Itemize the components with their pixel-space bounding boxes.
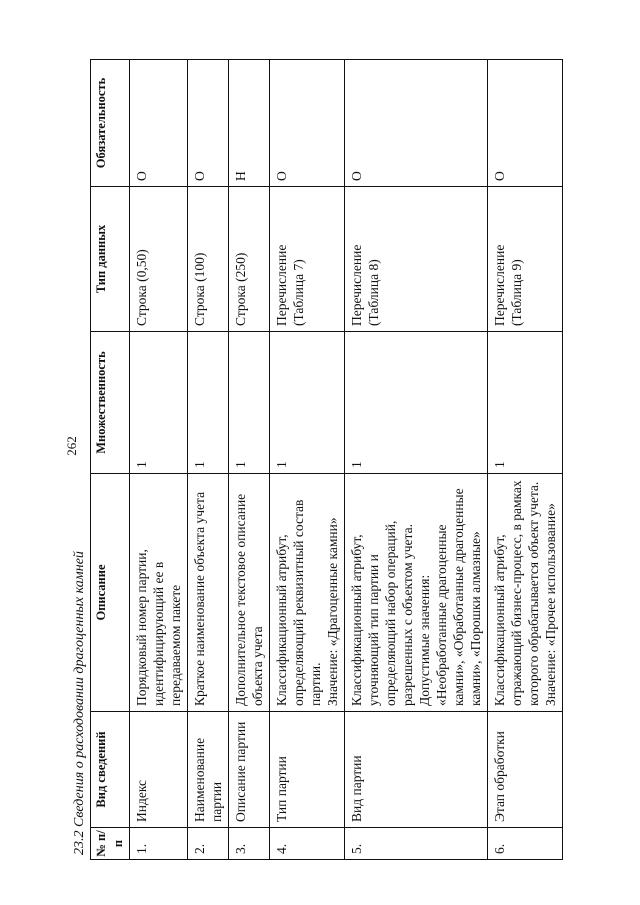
- table-row: [130, 60, 188, 860]
- cell-kind: Этап обработки: [488, 712, 563, 828]
- description-value: Допустимые значения: «Необработанные драгоценные камни», «Обработанные драгоценные камни», «Порошки алмазные»: [417, 488, 483, 706]
- description-value: Значение: «Драгоценные камни»: [325, 517, 340, 706]
- precious-stones-table: [90, 59, 563, 860]
- cell-multiplicity: 1: [229, 332, 270, 474]
- cell-kind: Тип партии: [270, 712, 345, 828]
- table-caption: 23.2 Сведения о расходовании драгоценных камней: [72, 551, 87, 855]
- table-row: [188, 60, 229, 860]
- cell-kind: Индекс: [130, 712, 188, 828]
- cell-data-type: Строка (250): [229, 187, 270, 332]
- cell-data-type: Строка (0,50): [130, 187, 188, 332]
- cell-data-type: Строка (100): [188, 187, 229, 332]
- cell-num: 6.: [488, 828, 563, 860]
- cell-data-type: Перечисление (Таблица 7): [270, 187, 345, 332]
- cell-description: [345, 474, 488, 712]
- cell-required: О: [270, 60, 345, 187]
- cell-data-type: Перечисление (Таблица 9): [488, 187, 563, 332]
- cell-description: Дополнительное текстовое описание объекта учета: [229, 474, 270, 712]
- cell-required: О: [345, 60, 488, 187]
- cell-multiplicity: 1: [188, 332, 229, 474]
- cell-multiplicity: 1: [345, 332, 488, 474]
- description-text: Классификационный атрибут, определяющий реквизитный состав партии.: [274, 499, 323, 706]
- cell-kind: Описание партии: [229, 712, 270, 828]
- cell-num: 2.: [188, 828, 229, 860]
- cell-required: О: [188, 60, 229, 187]
- cell-required: Н: [229, 60, 270, 187]
- table-header-row: [91, 60, 130, 860]
- table-row: [270, 60, 345, 860]
- header-kind: Вид сведений: [91, 712, 130, 828]
- header-data-type: Тип данных: [91, 187, 130, 332]
- description-value: Значение: «Прочее использование»: [543, 503, 558, 706]
- cell-description: Порядковый номер партии, идентифицирующий ее в передаваемом пакете: [130, 474, 188, 712]
- cell-description: Краткое наименование объекта учета: [188, 474, 229, 712]
- cell-num: 4.: [270, 828, 345, 860]
- header-required: Обязательность: [91, 60, 130, 187]
- cell-data-type: Перечисление (Таблица 8): [345, 187, 488, 332]
- table-row: [488, 60, 563, 860]
- cell-multiplicity: 1: [488, 332, 563, 474]
- cell-description: [270, 474, 345, 712]
- cell-num: 3.: [229, 828, 270, 860]
- cell-required: О: [130, 60, 188, 187]
- cell-multiplicity: 1: [130, 332, 188, 474]
- header-multiplicity: Множественность: [91, 332, 130, 474]
- table-row: [345, 60, 488, 860]
- page-number: 262: [63, 436, 79, 456]
- cell-num: 1.: [130, 828, 188, 860]
- description-text: Классификационный атрибут, отражающий бизнес-процесс, в рамках которого обрабатывается объект учета.: [492, 480, 541, 706]
- cell-description: [488, 474, 563, 712]
- cell-num: 5.: [345, 828, 488, 860]
- cell-kind: Наименование партии: [188, 712, 229, 828]
- rotated-page-content: [70, 60, 595, 860]
- header-description: Описание: [91, 474, 130, 712]
- cell-kind: Вид партии: [345, 712, 488, 828]
- description-text: Классификационный атрибут, уточняющий тип партии и определяющий набор операций, разрешенных с объектом учета.: [349, 520, 415, 706]
- cell-multiplicity: 1: [270, 332, 345, 474]
- table-row: [229, 60, 270, 860]
- cell-required: О: [488, 60, 563, 187]
- header-num: № п/п: [91, 828, 130, 860]
